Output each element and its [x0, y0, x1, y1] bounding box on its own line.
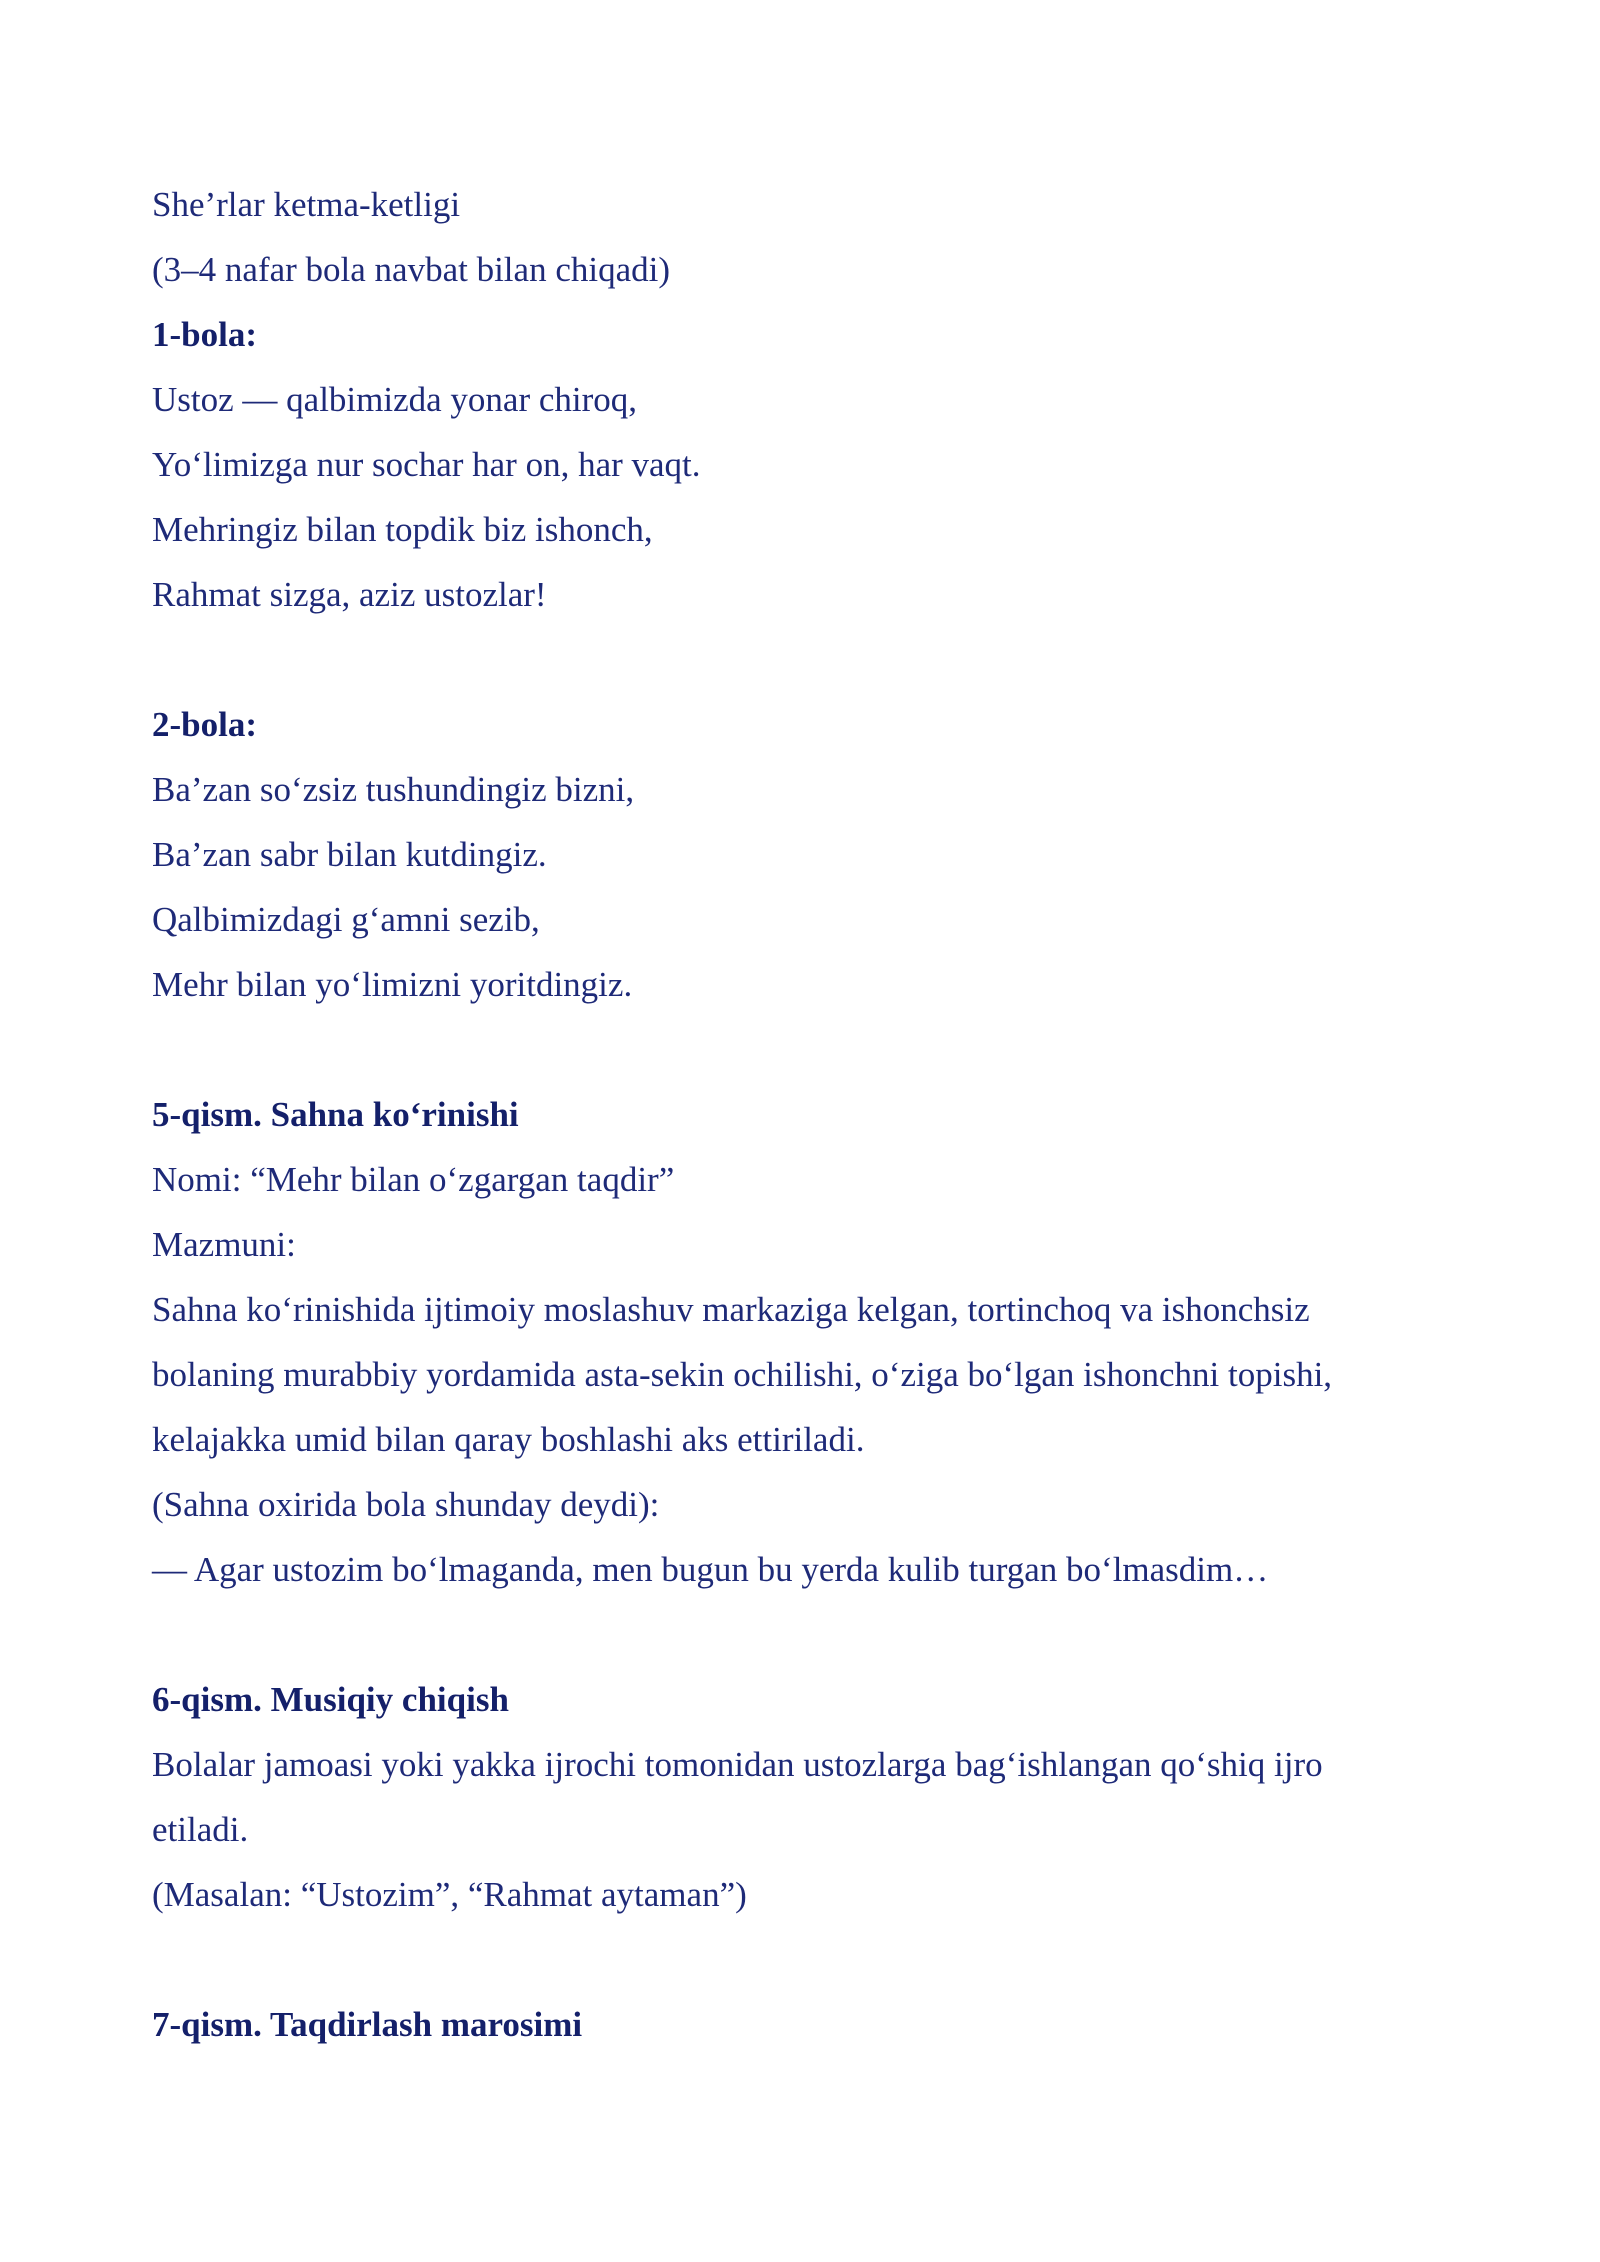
paragraph-line: bolaning murabbiy yordamida asta-sekin ochilishi, o‘ziga bo‘lgan ishonchni topishi, — [152, 1355, 1333, 1394]
paragraph-line: etiladi. — [152, 1810, 249, 1849]
spacer — [152, 1602, 1452, 1667]
poem-line: Ustoz — qalbimizda yonar chiroq, — [152, 380, 638, 419]
poem-line: Mehr bilan yo‘limizni yoritdingiz. — [152, 965, 633, 1004]
paragraph-line: Bolalar jamoasi yoki yakka ijrochi tomonidan ustozlarga bag‘ishlangan qo‘shiq ijro — [152, 1745, 1323, 1784]
spacer — [152, 627, 1452, 692]
sequence-title: She’rlar ketma-ketligi — [152, 185, 461, 224]
child1-heading: 1-bola: — [152, 315, 257, 354]
poem-line: Rahmat sizga, aziz ustozlar! — [152, 575, 547, 614]
poem-line: Qalbimizdagi g‘amni sezib, — [152, 900, 540, 939]
poem-line: Ba’zan sabr bilan kutdingiz. — [152, 835, 547, 874]
part5-name: Nomi: “Mehr bilan o‘zgargan taqdir” — [152, 1160, 675, 1199]
poem-line: Mehringiz bilan topdik biz ishonch, — [152, 510, 653, 549]
spacer — [152, 1017, 1452, 1082]
part5-quote: — Agar ustozim bo‘lmaganda, men bugun bu yerda kulib turgan bo‘lmasdim… — [152, 1550, 1269, 1589]
part5-stage-note: (Sahna oxirida bola shunday deydi): — [152, 1485, 660, 1524]
part6-example: (Masalan: “Ustozim”, “Rahmat aytaman”) — [152, 1875, 747, 1914]
part7-heading: 7-qism. Taqdirlash marosimi — [152, 2005, 583, 2044]
child2-heading: 2-bola: — [152, 705, 257, 744]
paragraph-line: kelajakka umid bilan qaray boshlashi aks ettiriladi. — [152, 1420, 865, 1459]
poem-line: Ba’zan so‘zsiz tushundingiz bizni, — [152, 770, 635, 809]
part5-heading: 5-qism. Sahna ko‘rinishi — [152, 1095, 519, 1134]
sequence-note: (3–4 nafar bola navbat bilan chiqadi) — [152, 250, 670, 289]
poem-line: Yo‘limizga nur sochar har on, har vaqt. — [152, 445, 701, 484]
spacer — [152, 1927, 1452, 1992]
part5-content-label: Mazmuni: — [152, 1225, 296, 1264]
document-page — [152, 172, 1452, 2057]
part6-heading: 6-qism. Musiqiy chiqish — [152, 1680, 509, 1719]
paragraph-line: Sahna ko‘rinishida ijtimoiy moslashuv markaziga kelgan, tortinchoq va ishonchsiz — [152, 1290, 1310, 1329]
